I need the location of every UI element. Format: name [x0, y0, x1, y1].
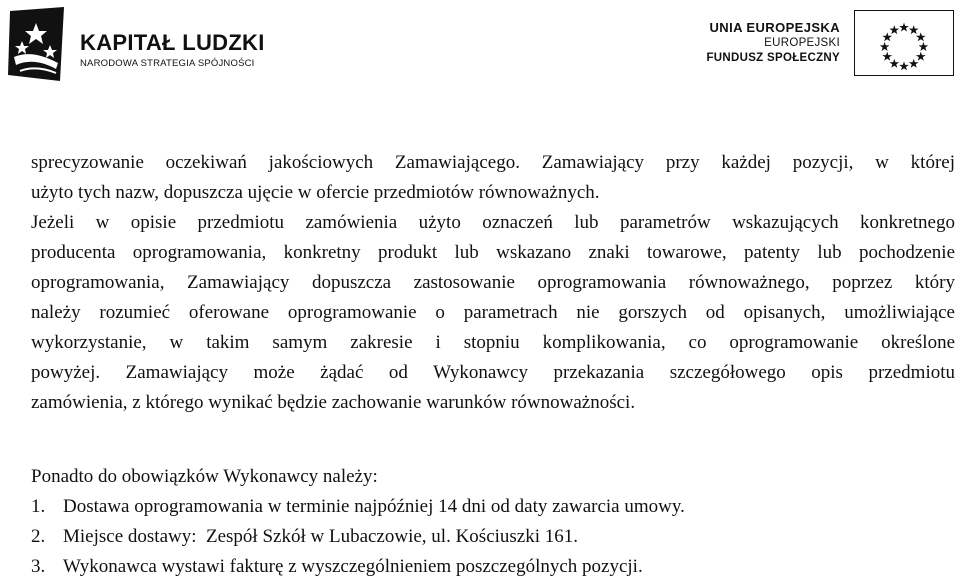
text-line: oprogramowania, Zamawiający dopuszcza zastosowanie oprogramowania równoważnego, poprzez który — [31, 272, 955, 293]
duties-list — [31, 492, 955, 582]
text-line: wykorzystanie, w takim samym zakresie i stopniu komplikowania, co oprogramowanie określone — [31, 332, 955, 353]
text-line: zamówienia, z którego wynikać będzie zachowanie warunków równoważności. — [31, 392, 636, 413]
text-line: należy rozumieć oferowane oprogramowanie o parametrach nie gorszych od opisanych, umożliwiające — [31, 302, 955, 323]
text-line: producenta oprogramowania, konkretny produkt lub wskazano znaki towarowe, patenty lub pochodzenie — [31, 242, 955, 263]
eu-fund-line1: EUROPEJSKI — [764, 37, 840, 49]
text-line: sprecyzowanie oczekiwań jakościowych Zamawiającego. Zamawiający przy każdej pozycji, w której — [31, 152, 955, 173]
equivalence-paragraph — [31, 148, 955, 418]
list-item — [31, 522, 955, 552]
eu-fund-line2: FUNDUSZ SPOŁECZNY — [706, 52, 840, 64]
list-item-number: 3. — [31, 556, 46, 577]
eu-title: UNIA EUROPEJSKA — [709, 20, 840, 35]
list-item-text: Miejsce dostawy: Zespół Szkół w Lubaczowie, ul. Kościuszki 161. — [63, 526, 579, 547]
text-line: Jeżeli w opisie przedmiotu zamówienia użyto oznaczeń lub parametrów wskazujących konkretnego — [31, 212, 955, 233]
eu-flag-icon — [854, 10, 954, 76]
text-line: użyto tych nazw, dopuszcza ujęcie w ofercie przedmiotów równoważnych. — [31, 182, 600, 203]
kapital-ludzki-logo — [6, 5, 265, 83]
list-item-text: Dostawa oprogramowania w terminie najpóźniej 14 dni od daty zawarcia umowy. — [63, 496, 685, 517]
list-item-text: Wykonawca wystawi fakturę z wyszczególnieniem poszczególnych pozycji. — [63, 556, 643, 577]
list-item — [31, 492, 955, 522]
kapital-ludzki-subtitle: NARODOWA STRATEGIA SPÓJNOŚCI — [80, 58, 255, 69]
eu-logo — [706, 10, 954, 76]
kapital-ludzki-title: KAPITAŁ LUDZKI — [80, 30, 265, 55]
text-line: powyżej. Zamawiający może żądać od Wykonawcy przekazania szczegółowego opis przedmiotu — [31, 362, 955, 383]
document-body — [31, 148, 955, 582]
list-item-number: 1. — [31, 496, 46, 517]
kapital-ludzki-mark-icon — [6, 5, 68, 83]
list-item-number: 2. — [31, 526, 46, 547]
duties-heading: Ponadto do obowiązków Wykonawcy należy: — [31, 466, 378, 487]
list-item — [31, 552, 955, 582]
